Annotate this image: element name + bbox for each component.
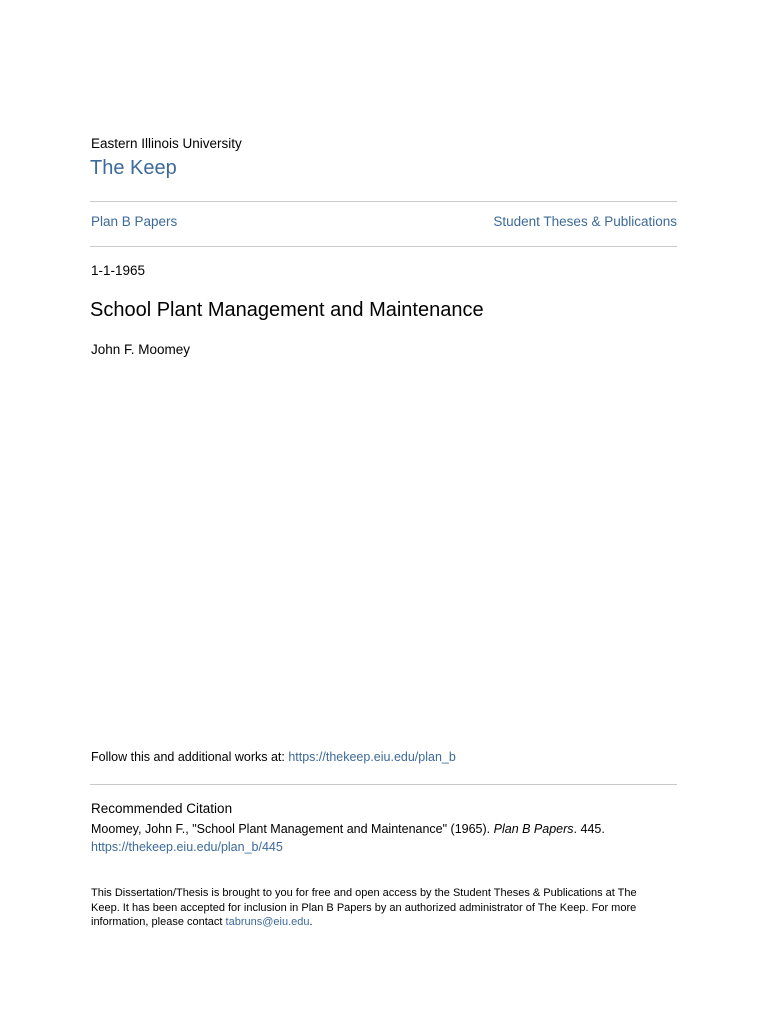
citation-url-link[interactable]: https://thekeep.eiu.edu/plan_b/445 — [91, 839, 283, 854]
divider-nav — [90, 246, 677, 247]
institution-name: Eastern Illinois University — [91, 136, 242, 151]
repository-link[interactable]: The Keep — [90, 157, 177, 179]
publication-date: 1-1-1965 — [91, 263, 146, 278]
follow-prefix: Follow this and additional works at: — [91, 750, 289, 764]
disclaimer-text: This Dissertation/Thesis is brought to you for free and open access by the Student Theses & Publications at The Keep. It has been accepted for inclusion in Plan B Papers by an authorized administrator of The Keep. For more information, please contact — [91, 887, 637, 929]
disclaimer-end: . — [309, 916, 313, 929]
citation-number: . 445. — [573, 822, 605, 836]
divider-citation — [90, 784, 677, 785]
follow-line — [91, 750, 456, 764]
recommended-citation-heading: Recommended Citation — [91, 801, 233, 816]
citation-series: Plan B Papers — [493, 822, 574, 836]
document-author: John F. Moomey — [91, 342, 191, 357]
document-title: School Plant Management and Maintenance — [90, 299, 484, 321]
contact-email-link[interactable]: tabruns@eiu.edu — [225, 916, 310, 929]
plan-b-papers-link[interactable]: Plan B Papers — [91, 214, 178, 229]
divider-top — [90, 201, 677, 202]
citation-block — [91, 821, 605, 856]
access-disclaimer — [91, 886, 666, 930]
student-theses-link[interactable]: Student Theses & Publications — [493, 214, 677, 229]
citation-text: Moomey, John F., "School Plant Management and Maintenance" (1965). — [91, 822, 494, 836]
follow-url-link[interactable]: https://thekeep.eiu.edu/plan_b — [288, 750, 456, 764]
